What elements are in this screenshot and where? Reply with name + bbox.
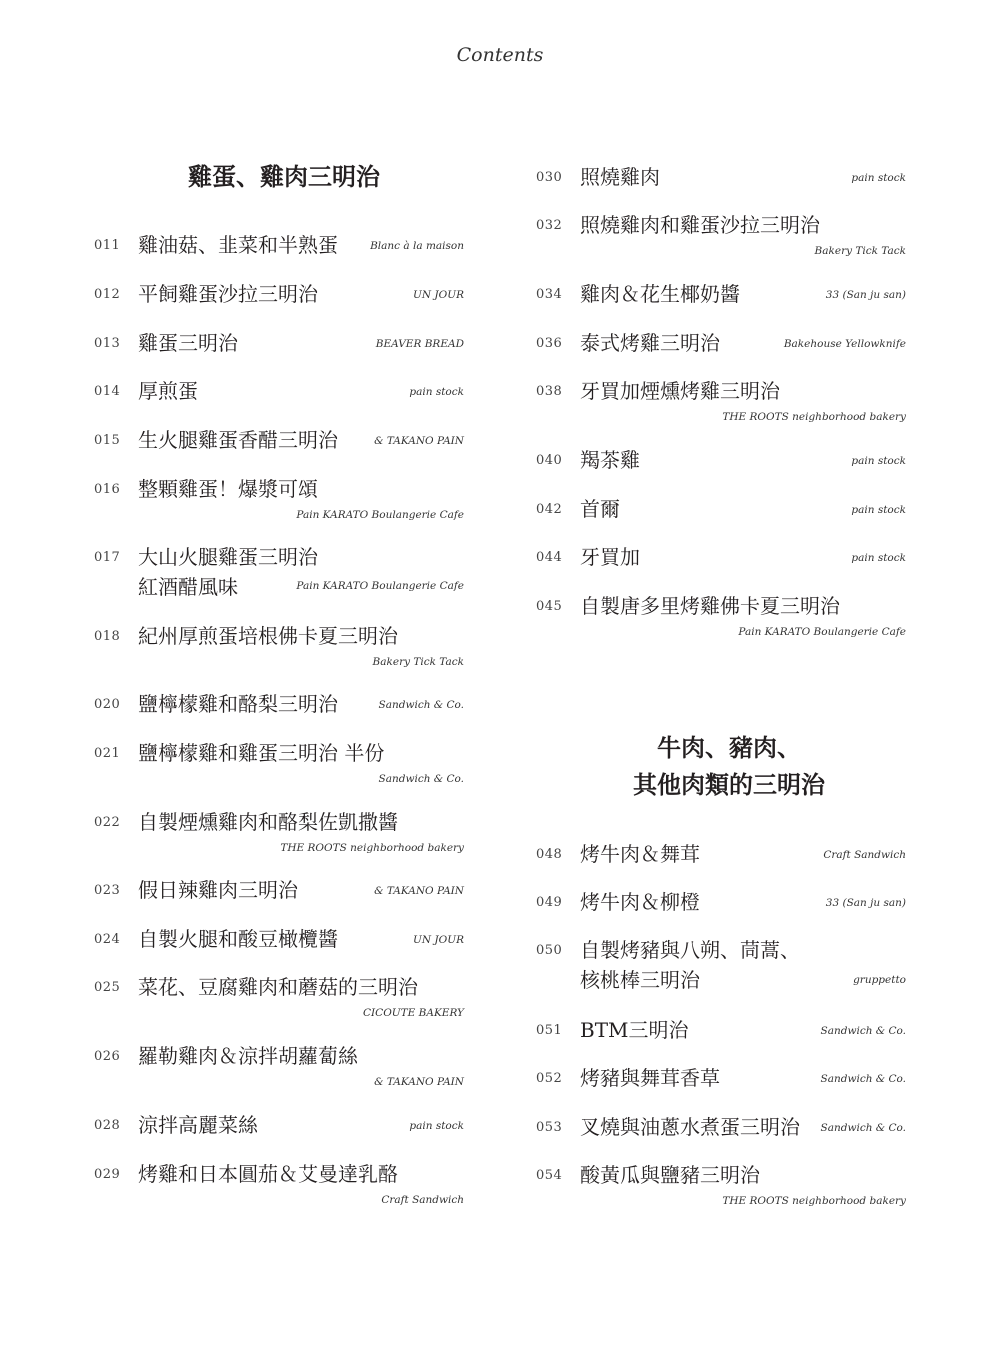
recipe-title-line2: 紅酒醋風味 bbox=[138, 575, 238, 599]
recipe-title: 照燒雞肉 bbox=[580, 165, 660, 189]
recipe-title-line2: 核桃棒三明治 bbox=[580, 968, 700, 992]
recipe-title: 自製烤豬與八朔、茼蒿、 bbox=[580, 938, 800, 962]
shop-name: pain stock bbox=[851, 172, 906, 184]
shop-name: gruppetto bbox=[853, 974, 906, 986]
section-title-chicken-egg: 雞蛋、雞肉三明治 bbox=[188, 162, 380, 191]
section-title-meat-line2: 其他肉類的三明治 bbox=[633, 770, 825, 799]
page-number: 011 bbox=[94, 238, 121, 253]
page-number: 028 bbox=[94, 1118, 121, 1133]
shop-name: Pain KARATO Boulangerie Cafe bbox=[296, 509, 464, 521]
page-number: 049 bbox=[536, 895, 563, 910]
recipe-title: 整顆雞蛋！爆漿可頌 bbox=[138, 477, 318, 501]
shop-name: Craft Sandwich bbox=[823, 849, 906, 861]
recipe-title: 泰式烤雞三明治 bbox=[580, 331, 720, 355]
recipe-title: 酸黃瓜與鹽豬三明治 bbox=[580, 1163, 760, 1187]
recipe-title: 叉燒與油蔥水煮蛋三明治 bbox=[580, 1115, 800, 1139]
page-number: 042 bbox=[536, 502, 563, 517]
page-number: 044 bbox=[536, 550, 563, 565]
recipe-title: 羅勒雞肉＆涼拌胡蘿蔔絲 bbox=[138, 1044, 358, 1068]
section-title-meat-line1: 牛肉、豬肉、 bbox=[657, 733, 801, 762]
shop-name: Bakery Tick Tack bbox=[372, 656, 464, 668]
recipe-title: 菜花、豆腐雞肉和蘑菇的三明治 bbox=[138, 975, 418, 999]
shop-name: & TAKANO PAIN bbox=[374, 885, 464, 897]
shop-name: pain stock bbox=[851, 455, 906, 467]
shop-name: Craft Sandwich bbox=[381, 1194, 464, 1206]
page-number: 050 bbox=[536, 943, 563, 958]
page-number: 030 bbox=[536, 170, 563, 185]
shop-name: pain stock bbox=[409, 1120, 464, 1132]
page-number: 053 bbox=[536, 1120, 563, 1135]
recipe-title: 自製火腿和酸豆橄欖醬 bbox=[138, 927, 338, 951]
page-number: 022 bbox=[94, 815, 121, 830]
shop-name: Sandwich & Co. bbox=[820, 1122, 906, 1134]
page-number: 038 bbox=[536, 384, 563, 399]
recipe-title: 雞肉＆花生椰奶醬 bbox=[580, 282, 740, 306]
shop-name: THE ROOTS neighborhood bakery bbox=[722, 411, 906, 423]
shop-name: pain stock bbox=[851, 552, 906, 564]
shop-name: Sandwich & Co. bbox=[378, 699, 464, 711]
recipe-title: 大山火腿雞蛋三明治 bbox=[138, 545, 318, 569]
page-number: 029 bbox=[94, 1167, 121, 1182]
shop-name: & TAKANO PAIN bbox=[374, 435, 464, 447]
page-number: 024 bbox=[94, 932, 121, 947]
page-number: 021 bbox=[94, 746, 121, 761]
page-number: 052 bbox=[536, 1071, 563, 1086]
recipe-title: 雞蛋三明治 bbox=[138, 331, 238, 355]
page-number: 036 bbox=[536, 336, 563, 351]
recipe-title: BTM三明治 bbox=[580, 1018, 689, 1042]
recipe-title: 厚煎蛋 bbox=[138, 379, 198, 403]
shop-name: & TAKANO PAIN bbox=[374, 1076, 464, 1088]
page-title: Contents bbox=[456, 44, 544, 66]
shop-name: UN JOUR bbox=[413, 289, 464, 301]
recipe-title: 烤牛肉＆柳橙 bbox=[580, 890, 700, 914]
recipe-title: 烤豬與舞茸香草 bbox=[580, 1066, 720, 1090]
shop-name: Pain KARATO Boulangerie Cafe bbox=[296, 580, 464, 592]
recipe-title: 鹽檸檬雞和酪梨三明治 bbox=[138, 692, 338, 716]
shop-name: Bakehouse Yellowknife bbox=[783, 338, 906, 350]
page-number: 040 bbox=[536, 453, 563, 468]
recipe-title: 自製唐多里烤雞佛卡夏三明治 bbox=[580, 594, 840, 618]
page-number: 034 bbox=[536, 287, 563, 302]
shop-name: CICOUTE BAKERY bbox=[362, 1007, 464, 1019]
shop-name: Blanc à la maison bbox=[370, 240, 464, 252]
recipe-title: 牙買加 bbox=[580, 545, 640, 569]
page-number: 032 bbox=[536, 218, 563, 233]
recipe-title: 紀州厚煎蛋培根佛卡夏三明治 bbox=[138, 624, 398, 648]
shop-name: pain stock bbox=[851, 504, 906, 516]
recipe-title: 烤雞和日本圓茄＆艾曼達乳酪 bbox=[138, 1162, 398, 1186]
page-number: 014 bbox=[94, 384, 121, 399]
recipe-title: 雞油菇、韭菜和半熟蛋 bbox=[138, 233, 338, 257]
recipe-title: 自製煙燻雞肉和酪梨佐凱撒醬 bbox=[138, 810, 398, 834]
page-number: 026 bbox=[94, 1049, 121, 1064]
page-number: 025 bbox=[94, 980, 121, 995]
shop-name: Sandwich & Co. bbox=[378, 773, 464, 785]
recipe-title: 鹽檸檬雞和雞蛋三明治 半份 bbox=[138, 741, 385, 765]
shop-name: Bakery Tick Tack bbox=[814, 245, 906, 257]
shop-name: Sandwich & Co. bbox=[820, 1025, 906, 1037]
recipe-title: 照燒雞肉和雞蛋沙拉三明治 bbox=[580, 213, 820, 237]
shop-name: UN JOUR bbox=[413, 934, 464, 946]
page-number: 023 bbox=[94, 883, 121, 898]
shop-name: 33 (San ju san) bbox=[825, 289, 906, 301]
shop-name: 33 (San ju san) bbox=[825, 897, 906, 909]
page-number: 051 bbox=[536, 1023, 563, 1038]
shop-name: Pain KARATO Boulangerie Cafe bbox=[738, 626, 906, 638]
recipe-title: 烤牛肉＆舞茸 bbox=[580, 842, 700, 866]
page-number: 016 bbox=[94, 482, 121, 497]
page-number: 054 bbox=[536, 1168, 563, 1183]
page-number: 020 bbox=[94, 697, 121, 712]
page-number: 013 bbox=[94, 336, 121, 351]
shop-name: BEAVER BREAD bbox=[375, 338, 464, 350]
recipe-title: 牙買加煙燻烤雞三明治 bbox=[580, 379, 780, 403]
recipe-title: 首爾 bbox=[580, 497, 620, 521]
page-number: 015 bbox=[94, 433, 121, 448]
page-number: 012 bbox=[94, 287, 121, 302]
page-number: 045 bbox=[536, 599, 563, 614]
recipe-title: 羯茶雞 bbox=[580, 448, 640, 472]
page-number: 048 bbox=[536, 847, 563, 862]
shop-name: pain stock bbox=[409, 386, 464, 398]
shop-name: THE ROOTS neighborhood bakery bbox=[722, 1195, 906, 1207]
recipe-title: 生火腿雞蛋香醋三明治 bbox=[138, 428, 338, 452]
page-number: 018 bbox=[94, 629, 121, 644]
shop-name: Sandwich & Co. bbox=[820, 1073, 906, 1085]
recipe-title: 假日辣雞肉三明治 bbox=[138, 878, 298, 902]
recipe-title: 涼拌高麗菜絲 bbox=[138, 1113, 258, 1137]
recipe-title: 平飼雞蛋沙拉三明治 bbox=[138, 282, 318, 306]
page-number: 017 bbox=[94, 550, 121, 565]
shop-name: THE ROOTS neighborhood bakery bbox=[280, 842, 464, 854]
